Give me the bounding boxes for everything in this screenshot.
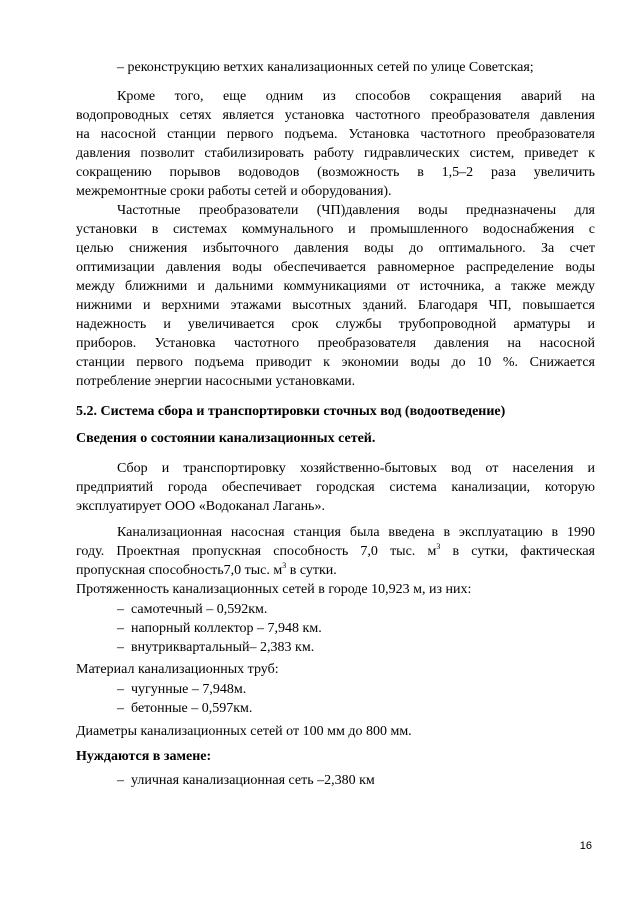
paragraph-line: давления позволит стабилизировать работу гидравлических систем, приведет к [76, 146, 595, 161]
paragraph-line: сокращению порывов водоводов (возможность в 1,5–2 раза увеличить [76, 165, 595, 180]
paragraph-line: установки в системах коммунального и промышленного водоснабжения с [76, 222, 595, 237]
paragraph-line: межремонтные сроки работы сетей и оборудования). [76, 184, 392, 199]
dash-marker: – [117, 682, 124, 697]
paragraph-line: Частотные преобразователи (ЧП)давления воды предназначены для [117, 203, 595, 218]
list-item: – уличная канализационная сеть –2,380 км [117, 773, 375, 788]
paragraph-line: Кроме того, еще одним из способов сокращения аварий на [117, 89, 595, 104]
paragraph-line: нижними и верхними этажами высотных зданий. Благодаря ЧП, повышается [76, 298, 595, 313]
dash-marker: – [117, 621, 124, 636]
paragraph-line: Диаметры канализационных сетей от 100 мм до 800 мм. [76, 724, 412, 739]
paragraph-line: целью снижения избыточного давления воды до оптимального. За счет [76, 241, 595, 256]
dash-marker: – [117, 773, 124, 788]
paragraph-line: Сбор и транспортировку хозяйственно-бытовых вод от населения и [117, 461, 595, 476]
dash-marker: – [117, 640, 124, 655]
paragraph-line: надежность и увеличивается срок службы трубопроводной арматуры и [76, 317, 595, 332]
paragraph-line: Протяженность канализационных сетей в городе 10,923 м, из них: [76, 582, 472, 597]
dash-marker: – [117, 602, 124, 617]
paragraph-line: станции первого подъема приводит к экономии воды до 10 %. Снижается [76, 355, 595, 370]
paragraph-line: эксплуатирует ООО «Водоканал Лагань». [76, 499, 325, 514]
list-item: – самотечный – 0,592км. [117, 602, 268, 617]
paragraph-line: предприятий города обеспечивает городская система канализации, которую [76, 480, 595, 495]
section-heading: 5.2. Система сбора и транспортировки сточных вод (водоотведение) [76, 404, 506, 419]
paragraph-line: году. Проектная пропускная способность 7,0 тыс. $м^3$ в сутки, фактическая [76, 542, 596, 559]
page-number: 16 [579, 840, 592, 852]
paragraph-line: пропускная способность7,0 тыс. $м^3$ в сутки. [76, 561, 337, 578]
list-item: – бетонные – 0,597км. [117, 701, 253, 716]
paragraph-line: потребление энергии насосными установками. [76, 374, 356, 389]
paragraph-line: оптимизации давления воды обеспечивается равномерное распределение воды [76, 260, 595, 275]
bullet-reconstruction: – реконструкцию ветхих канализационных сетей по улице Советская; [117, 60, 534, 75]
paragraph-line: Канализационная насосная станция была введена в эксплуатацию в 1990 [117, 525, 595, 540]
list-item: – напорный коллектор – 7,948 км. [117, 621, 322, 636]
paragraph-line: водопроводных сетях является установка частотного преобразователя давления [76, 108, 595, 123]
list-item: – чугунные – 7,948м. [117, 682, 247, 697]
paragraph-line: на насосной станции первого подъема. Установка частотного преобразователя [76, 127, 595, 142]
subsection-heading: Сведения о состоянии канализационных сетей. [76, 431, 376, 446]
dash-marker: – [117, 701, 124, 716]
paragraph-line: приборов. Установка частотного преобразователя давления на насосной [76, 336, 595, 351]
list-item: – внутриквартальный– 2,383 км. [117, 640, 315, 655]
subsection-heading: Нуждаются в замене: [76, 749, 212, 764]
paragraph-line: между ближними и дальними коммуникациями от источника, а также между [76, 279, 595, 294]
paragraph-line: Материал канализационных труб: [76, 662, 279, 677]
